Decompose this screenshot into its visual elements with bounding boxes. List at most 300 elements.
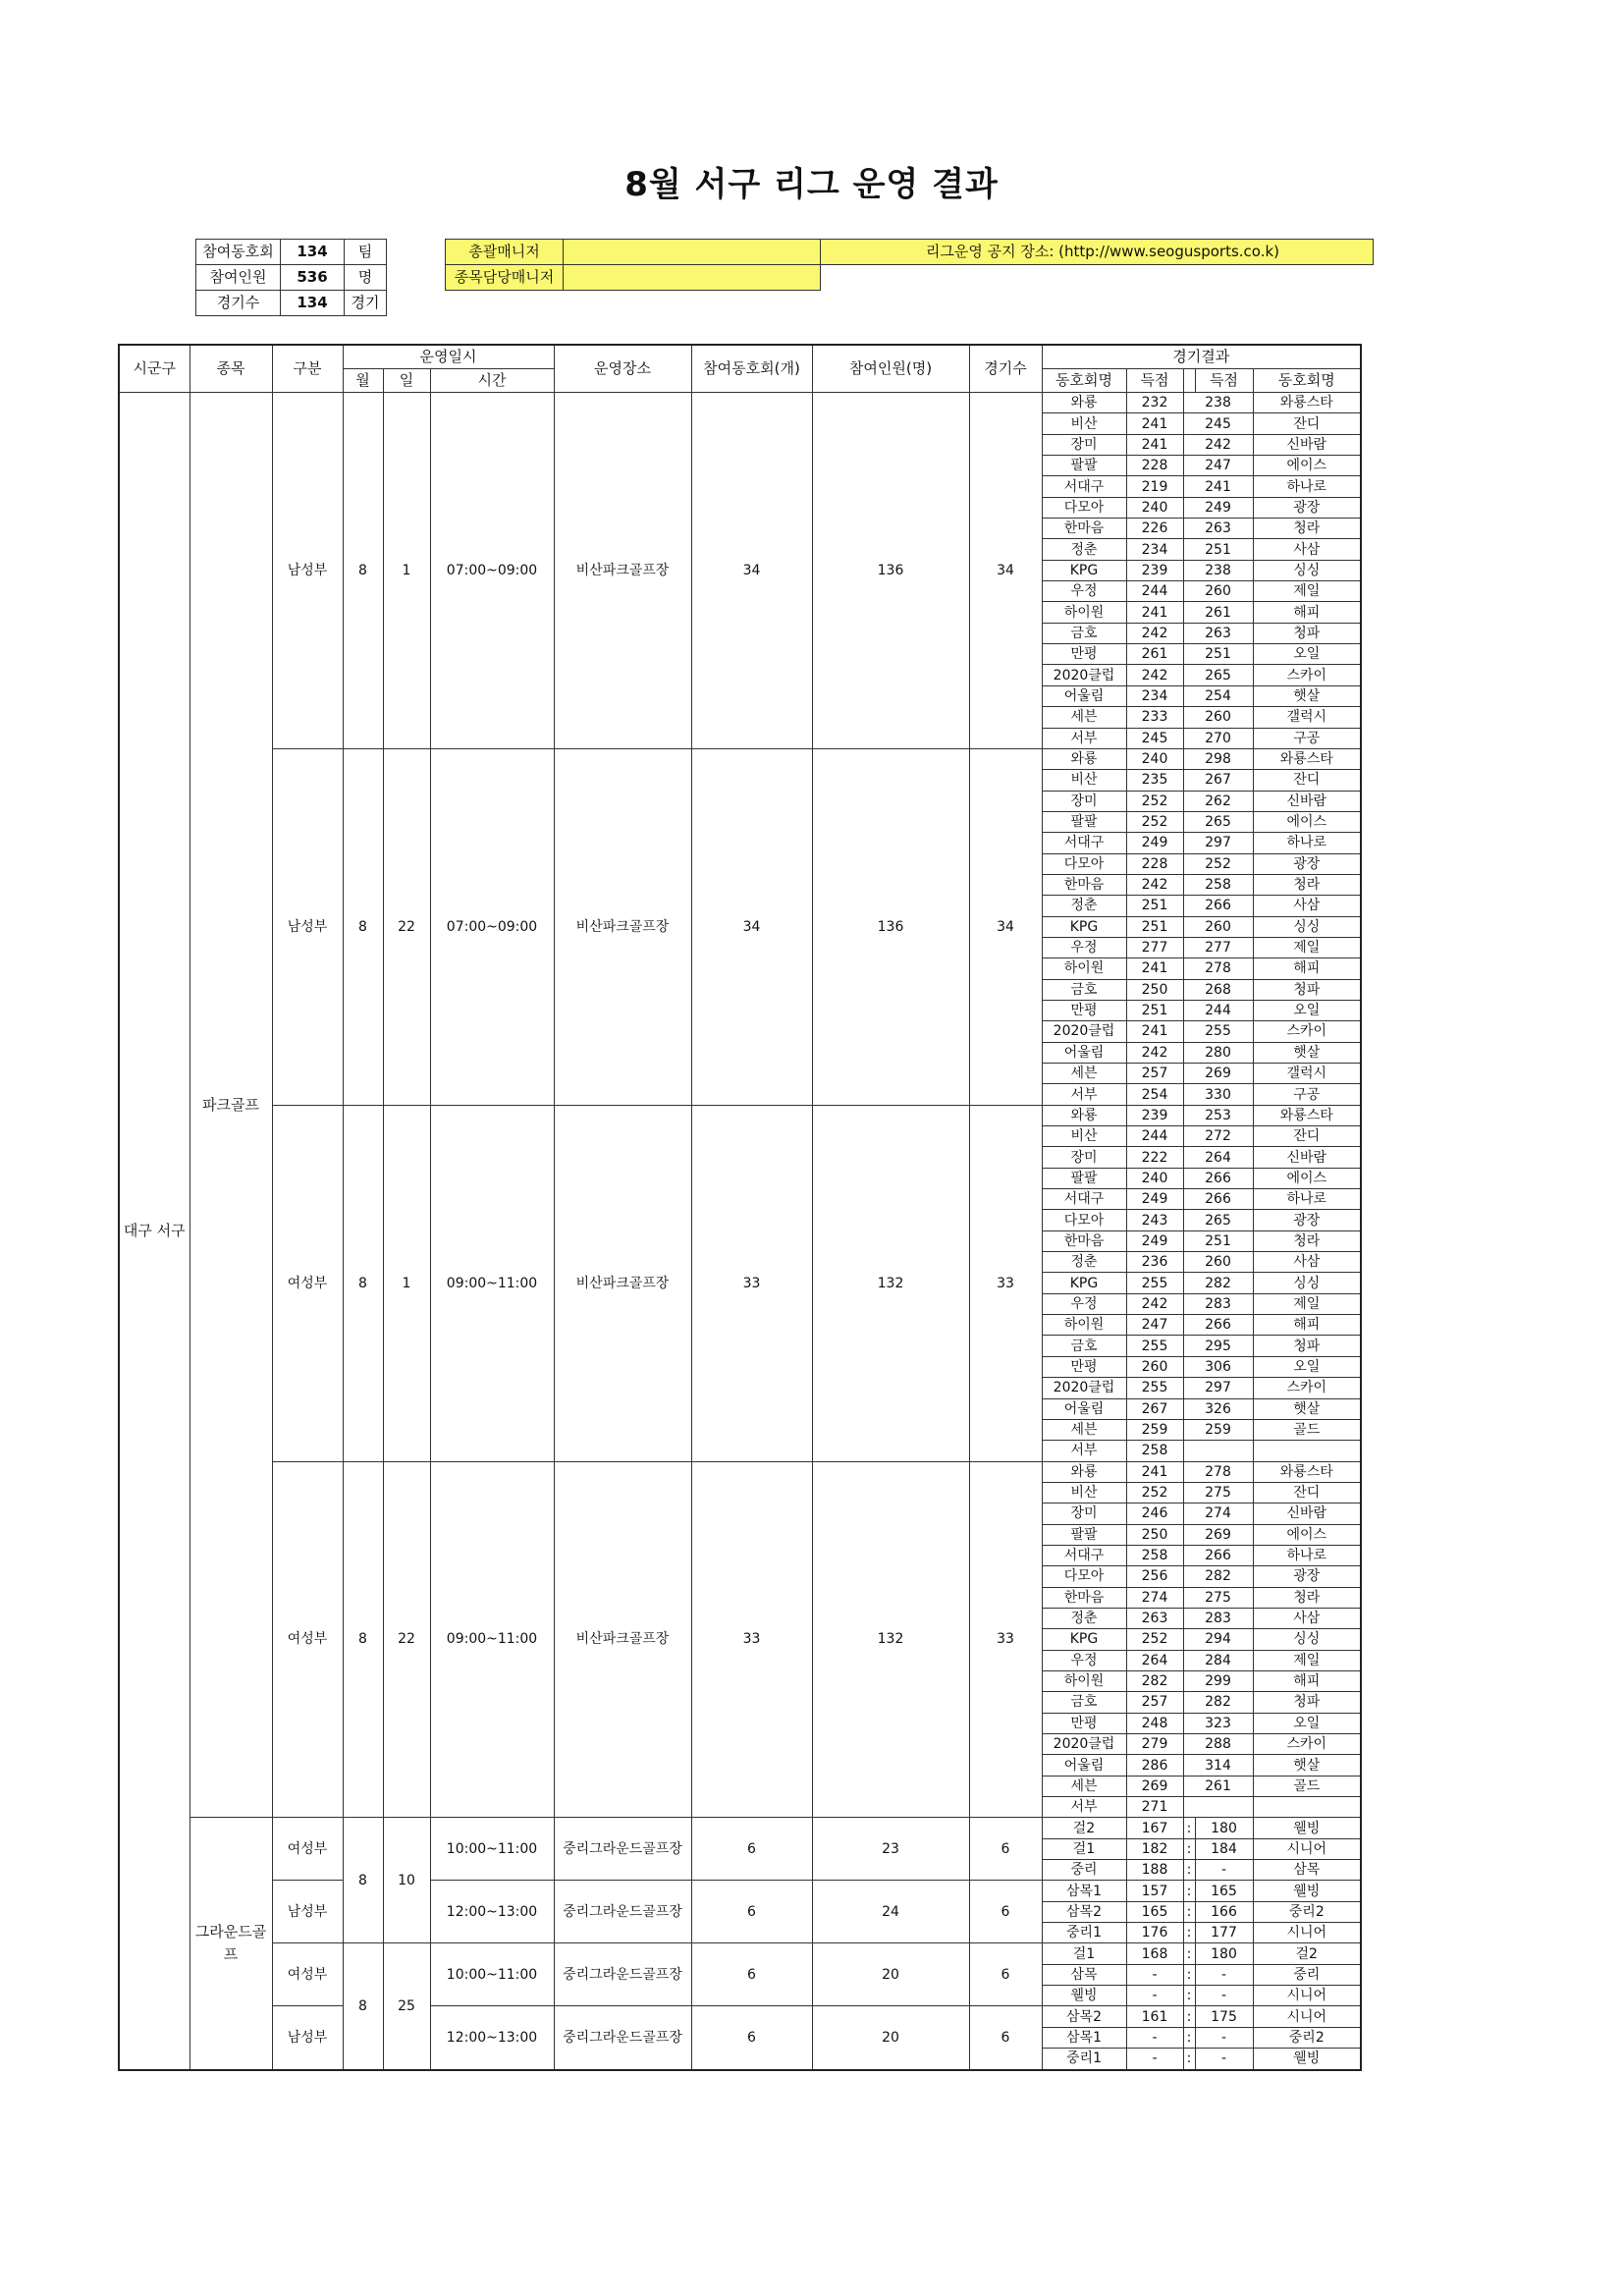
result-row — [119, 1881, 1361, 1901]
score-cell: 241 — [1126, 958, 1183, 979]
club-name-cell: 비산 — [1042, 413, 1126, 434]
score-cell: - — [1126, 2049, 1183, 2070]
sport-cell: 그라운드골프 — [189, 1818, 272, 2070]
score-cell: 264 — [1183, 1147, 1253, 1168]
score-cell: 253 — [1183, 1105, 1253, 1125]
club-name-cell: 오일 — [1253, 1000, 1361, 1020]
club-name-cell — [1253, 1797, 1361, 1818]
people-cell: 136 — [812, 748, 969, 1105]
score-cell: - — [1126, 2027, 1183, 2048]
score-cell: 267 — [1183, 770, 1253, 791]
score-cell: 294 — [1183, 1629, 1253, 1650]
club-name-cell: 웰빙 — [1253, 2049, 1361, 2070]
club-name-cell: 서부 — [1042, 1441, 1126, 1461]
score-cell: 269 — [1183, 1524, 1253, 1545]
day-cell: 1 — [383, 1105, 430, 1461]
club-name-cell: KPG — [1042, 1629, 1126, 1650]
club-name-cell: 청라 — [1253, 519, 1361, 539]
score-cell: 271 — [1126, 1797, 1183, 1818]
club-name-cell: 다모아 — [1042, 1566, 1126, 1587]
club-name-cell: 어울림 — [1042, 685, 1126, 706]
score-cell: 288 — [1183, 1734, 1253, 1755]
club-name-cell: 골드 — [1253, 1776, 1361, 1796]
score-cell: 323 — [1183, 1713, 1253, 1733]
time-cell: 09:00~11:00 — [430, 1105, 554, 1461]
club-name-cell: 비산 — [1042, 1126, 1126, 1147]
club-name-cell: 2020클럽 — [1042, 1734, 1126, 1755]
people-cell: 132 — [812, 1105, 969, 1461]
score-cell: 247 — [1183, 456, 1253, 476]
notice-location: 리그운영 공지 장소: (http://www.seogusports.co.k) — [821, 240, 1374, 265]
score-cell: 250 — [1126, 1524, 1183, 1545]
score-cell: 246 — [1126, 1503, 1183, 1524]
score-cell: 249 — [1126, 1230, 1183, 1251]
score-cell: 277 — [1183, 937, 1253, 957]
clubs-cell: 34 — [691, 748, 812, 1105]
club-name-cell: 싱싱 — [1253, 560, 1361, 580]
score-cell: 260 — [1126, 1356, 1183, 1377]
people-cell: 24 — [812, 1881, 969, 1943]
venue-cell: 중리그라운드골프장 — [554, 1818, 691, 1881]
score-cell: 251 — [1183, 644, 1253, 665]
score-cell: 282 — [1183, 1566, 1253, 1587]
month-cell: 8 — [343, 1818, 383, 1943]
club-name-cell: 중리2 — [1253, 2027, 1361, 2048]
score-cell: 168 — [1126, 1943, 1183, 1964]
score-cell: 188 — [1126, 1860, 1183, 1881]
division-cell: 여성부 — [272, 1943, 343, 2006]
score-cell: 167 — [1126, 1818, 1183, 1838]
time-cell: 12:00~13:00 — [430, 2006, 554, 2070]
colon-cell: : — [1183, 1838, 1195, 1859]
score-cell: 261 — [1126, 644, 1183, 665]
score-cell: 268 — [1183, 979, 1253, 1000]
score-cell: 284 — [1183, 1650, 1253, 1670]
score-cell: 314 — [1183, 1755, 1253, 1776]
division-cell: 여성부 — [272, 1461, 343, 1818]
header-schedule: 운영일시 — [343, 345, 554, 369]
venue-cell: 비산파크골프장 — [554, 748, 691, 1105]
time-cell: 12:00~13:00 — [430, 1881, 554, 1943]
club-name-cell: 한마음 — [1042, 874, 1126, 895]
club-name-cell: 광장 — [1253, 497, 1361, 518]
score-cell: 258 — [1126, 1545, 1183, 1565]
header-region: 시군구 — [119, 345, 189, 393]
club-name-cell: 팔팔 — [1042, 456, 1126, 476]
club-name-cell: 싱싱 — [1253, 1629, 1361, 1650]
day-cell: 22 — [383, 1461, 430, 1818]
club-name-cell: 신바람 — [1253, 1503, 1361, 1524]
club-name-cell: 삼목1 — [1042, 2027, 1126, 2048]
month-cell: 8 — [343, 1461, 383, 1818]
score-cell: 270 — [1183, 728, 1253, 748]
score-cell: 238 — [1183, 393, 1253, 413]
score-cell: 252 — [1126, 1482, 1183, 1503]
games-cell: 6 — [969, 1943, 1042, 2006]
score-cell: 255 — [1126, 1336, 1183, 1356]
colon-cell: : — [1183, 2027, 1195, 2048]
club-name-cell: 시니어 — [1253, 1986, 1361, 2006]
club-name-cell: 와룡스타 — [1253, 1461, 1361, 1482]
club-name-cell: 서대구 — [1042, 833, 1126, 853]
header-day: 일 — [383, 369, 430, 393]
club-name-cell: 걸2 — [1253, 1943, 1361, 1964]
club-name-cell: 다모아 — [1042, 497, 1126, 518]
page-title: 8월 서구 리그 운영 결과 — [624, 165, 999, 204]
club-name-cell: 청파 — [1253, 623, 1361, 643]
club-name-cell: 에이스 — [1253, 1524, 1361, 1545]
people-cell: 20 — [812, 2006, 969, 2070]
score-cell: 282 — [1126, 1670, 1183, 1691]
score-cell: 259 — [1126, 1419, 1183, 1440]
score-cell: 239 — [1126, 560, 1183, 580]
score-cell: 242 — [1126, 665, 1183, 685]
time-cell: 07:00~09:00 — [430, 393, 554, 749]
score-cell: 282 — [1183, 1692, 1253, 1713]
score-cell: 263 — [1126, 1608, 1183, 1628]
manager-table — [445, 239, 1374, 291]
score-cell: 252 — [1126, 811, 1183, 832]
colon-cell: : — [1183, 2006, 1195, 2027]
score-cell: 249 — [1126, 833, 1183, 853]
club-name-cell: 중리1 — [1042, 1923, 1126, 1943]
score-cell: 326 — [1183, 1398, 1253, 1419]
colon-cell: : — [1183, 1860, 1195, 1881]
score-cell: 272 — [1183, 1126, 1253, 1147]
club-name-cell: 세븐 — [1042, 707, 1126, 728]
score-cell: - — [1195, 1964, 1253, 1985]
club-name-cell: 싱싱 — [1253, 1273, 1361, 1293]
club-name-cell: 금호 — [1042, 1692, 1126, 1713]
summary-value: 134 — [281, 240, 345, 265]
score-cell: 255 — [1126, 1273, 1183, 1293]
score-cell: 235 — [1126, 770, 1183, 791]
score-cell: 180 — [1195, 1818, 1253, 1838]
club-name-cell: 해피 — [1253, 1670, 1361, 1691]
club-name-cell: 우정 — [1042, 1650, 1126, 1670]
colon-cell: : — [1183, 1901, 1195, 1922]
club-name-cell: 장미 — [1042, 1147, 1126, 1168]
club-name-cell: 제일 — [1253, 581, 1361, 602]
score-cell: 269 — [1183, 1064, 1253, 1084]
score-cell: 259 — [1183, 1419, 1253, 1440]
results-table — [118, 344, 1362, 2071]
score-cell — [1183, 1441, 1253, 1461]
colon-cell: : — [1183, 1986, 1195, 2006]
score-cell: 255 — [1126, 1378, 1183, 1398]
club-name-cell: 정춘 — [1042, 1608, 1126, 1628]
games-cell: 6 — [969, 1881, 1042, 1943]
games-cell: 34 — [969, 748, 1042, 1105]
summary-value: 536 — [281, 265, 345, 291]
score-cell: 233 — [1126, 707, 1183, 728]
division-cell: 남성부 — [272, 1881, 343, 1943]
score-cell: 261 — [1183, 602, 1253, 623]
result-row — [119, 1818, 1361, 1838]
club-name-cell: 만평 — [1042, 644, 1126, 665]
result-row — [119, 1461, 1361, 1482]
score-cell: 245 — [1183, 413, 1253, 434]
club-name-cell: 금호 — [1042, 979, 1126, 1000]
score-cell: 236 — [1126, 1252, 1183, 1273]
summary-label: 경기수 — [196, 291, 281, 316]
club-name-cell: 스카이 — [1253, 1378, 1361, 1398]
result-row — [119, 1943, 1361, 1964]
division-cell: 여성부 — [272, 1105, 343, 1461]
club-name-cell: 우정 — [1042, 1293, 1126, 1314]
club-name-cell: 하이원 — [1042, 1315, 1126, 1336]
score-cell: 234 — [1126, 539, 1183, 560]
club-name-cell: 청파 — [1253, 1692, 1361, 1713]
club-name-cell: 제일 — [1253, 1650, 1361, 1670]
score-cell: 283 — [1183, 1293, 1253, 1314]
score-cell: 282 — [1183, 1273, 1253, 1293]
club-name-cell: 스카이 — [1253, 1021, 1361, 1042]
club-name-cell: 청라 — [1253, 1230, 1361, 1251]
club-name-cell: KPG — [1042, 560, 1126, 580]
result-row — [119, 748, 1361, 769]
score-cell: 260 — [1183, 1252, 1253, 1273]
club-name-cell: 우정 — [1042, 581, 1126, 602]
club-name-cell: 정춘 — [1042, 539, 1126, 560]
club-name-cell: 잔디 — [1253, 770, 1361, 791]
venue-cell: 중리그라운드골프장 — [554, 1943, 691, 2006]
club-name-cell: 2020클럽 — [1042, 1378, 1126, 1398]
score-cell: 157 — [1126, 1881, 1183, 1901]
club-name-cell: 만평 — [1042, 1000, 1126, 1020]
club-name-cell: 서부 — [1042, 1797, 1126, 1818]
score-cell: 257 — [1126, 1692, 1183, 1713]
club-name-cell: 와룡스타 — [1253, 748, 1361, 769]
club-name-cell: 웰빙 — [1253, 1818, 1361, 1838]
division-cell: 남성부 — [272, 393, 343, 749]
score-cell: 239 — [1126, 1105, 1183, 1125]
club-name-cell: 갤럭시 — [1253, 707, 1361, 728]
header-sport: 종목 — [189, 345, 272, 393]
score-cell: 228 — [1126, 853, 1183, 874]
score-cell: 278 — [1183, 1461, 1253, 1482]
score-cell: 298 — [1183, 748, 1253, 769]
club-name-cell: 와룡 — [1042, 1461, 1126, 1482]
score-cell: 255 — [1183, 1021, 1253, 1042]
score-cell: 241 — [1126, 602, 1183, 623]
games-cell: 34 — [969, 393, 1042, 749]
score-cell: 232 — [1126, 393, 1183, 413]
club-name-cell: 싱싱 — [1253, 916, 1361, 937]
club-name-cell: 중리 — [1253, 1964, 1361, 1985]
club-name-cell: 하이원 — [1042, 602, 1126, 623]
games-cell: 6 — [969, 1818, 1042, 1881]
club-name-cell: 햇살 — [1253, 1042, 1361, 1063]
score-cell: 262 — [1183, 791, 1253, 811]
club-name-cell: 금호 — [1042, 623, 1126, 643]
club-name-cell: 서부 — [1042, 1084, 1126, 1105]
club-name-cell: 와룡 — [1042, 393, 1126, 413]
summary-unit: 경기 — [345, 291, 387, 316]
club-name-cell: 햇살 — [1253, 685, 1361, 706]
club-name-cell: 해피 — [1253, 958, 1361, 979]
time-cell: 10:00~11:00 — [430, 1818, 554, 1881]
header-colon — [1183, 369, 1195, 393]
score-cell: 265 — [1183, 1210, 1253, 1230]
region-cell: 대구 서구 — [119, 393, 189, 2070]
club-name-cell: 팔팔 — [1042, 1168, 1126, 1188]
score-cell: 244 — [1183, 1000, 1253, 1020]
score-cell: 279 — [1126, 1734, 1183, 1755]
club-name-cell: 삼목 — [1253, 1860, 1361, 1881]
score-cell: 263 — [1183, 623, 1253, 643]
score-cell: 240 — [1126, 1168, 1183, 1188]
clubs-cell: 6 — [691, 1881, 812, 1943]
club-name-cell: 청라 — [1253, 1587, 1361, 1608]
summary-table — [195, 239, 387, 316]
day-cell: 1 — [383, 393, 430, 749]
score-cell: 184 — [1195, 1838, 1253, 1859]
score-cell: 252 — [1183, 853, 1253, 874]
score-cell: 286 — [1126, 1755, 1183, 1776]
club-name-cell: 금호 — [1042, 1336, 1126, 1356]
club-name-cell: 세븐 — [1042, 1419, 1126, 1440]
people-cell: 23 — [812, 1818, 969, 1881]
score-cell: - — [1195, 2049, 1253, 2070]
club-name-cell: 팔팔 — [1042, 811, 1126, 832]
club-name-cell: 사삼 — [1253, 539, 1361, 560]
score-cell: 242 — [1126, 874, 1183, 895]
score-cell: 330 — [1183, 1084, 1253, 1105]
venue-cell: 비산파크골프장 — [554, 1461, 691, 1818]
general-manager-label: 총괄매니저 — [446, 240, 564, 265]
division-cell: 남성부 — [272, 748, 343, 1105]
games-cell: 33 — [969, 1461, 1042, 1818]
time-cell: 10:00~11:00 — [430, 1943, 554, 2006]
club-name-cell: 에이스 — [1253, 811, 1361, 832]
club-name-cell: 하나로 — [1253, 476, 1361, 497]
score-cell: 269 — [1126, 1776, 1183, 1796]
score-cell: 251 — [1183, 1230, 1253, 1251]
club-name-cell: 사삼 — [1253, 1608, 1361, 1628]
score-cell: 261 — [1183, 1776, 1253, 1796]
score-cell: 274 — [1126, 1587, 1183, 1608]
score-cell: 182 — [1126, 1838, 1183, 1859]
score-cell: 165 — [1126, 1901, 1183, 1922]
club-name-cell: 광장 — [1253, 853, 1361, 874]
score-cell: 266 — [1183, 1168, 1253, 1188]
club-name-cell: 중리2 — [1253, 1901, 1361, 1922]
club-name-cell: 잔디 — [1253, 1482, 1361, 1503]
score-cell: 176 — [1126, 1923, 1183, 1943]
score-cell: 241 — [1126, 1021, 1183, 1042]
score-cell: 234 — [1126, 685, 1183, 706]
header-games: 경기수 — [969, 345, 1042, 393]
day-cell: 25 — [383, 1943, 430, 2070]
score-cell: 177 — [1195, 1923, 1253, 1943]
score-cell: 266 — [1183, 1545, 1253, 1565]
score-cell: 264 — [1126, 1650, 1183, 1670]
club-name-cell: 다모아 — [1042, 853, 1126, 874]
club-name-cell: 와룡스타 — [1253, 393, 1361, 413]
score-cell: 260 — [1183, 581, 1253, 602]
venue-cell: 비산파크골프장 — [554, 1105, 691, 1461]
club-name-cell: 시니어 — [1253, 2006, 1361, 2027]
summary-label: 참여인원 — [196, 265, 281, 291]
club-name-cell: 시니어 — [1253, 1838, 1361, 1859]
score-cell: 278 — [1183, 958, 1253, 979]
club-name-cell: 골드 — [1253, 1419, 1361, 1440]
score-cell: 275 — [1183, 1587, 1253, 1608]
score-cell: 175 — [1195, 2006, 1253, 2027]
club-name-cell: 제일 — [1253, 1293, 1361, 1314]
score-cell: 258 — [1183, 874, 1253, 895]
club-name-cell: 햇살 — [1253, 1398, 1361, 1419]
score-cell: 267 — [1126, 1398, 1183, 1419]
club-name-cell: 삼목 — [1042, 1964, 1126, 1985]
clubs-cell: 34 — [691, 393, 812, 749]
games-cell: 33 — [969, 1105, 1042, 1461]
club-name-cell: 해피 — [1253, 602, 1361, 623]
score-cell: 242 — [1126, 1293, 1183, 1314]
club-name-cell: 삼목1 — [1042, 1881, 1126, 1901]
colon-cell: : — [1183, 2049, 1195, 2070]
score-cell: 280 — [1183, 1042, 1253, 1063]
score-cell: - — [1126, 1986, 1183, 2006]
score-cell: 260 — [1183, 916, 1253, 937]
club-name-cell: 어울림 — [1042, 1042, 1126, 1063]
games-cell: 6 — [969, 2006, 1042, 2070]
club-name-cell: 와룡스타 — [1253, 1105, 1361, 1125]
summary-unit: 팀 — [345, 240, 387, 265]
score-cell: 266 — [1183, 1315, 1253, 1336]
club-name-cell: 에이스 — [1253, 1168, 1361, 1188]
score-cell: 251 — [1183, 539, 1253, 560]
club-name-cell: 한마음 — [1042, 1587, 1126, 1608]
score-cell: 297 — [1183, 833, 1253, 853]
header-club-name: 동호회명 — [1253, 369, 1361, 393]
score-cell: 295 — [1183, 1336, 1253, 1356]
clubs-cell: 6 — [691, 2006, 812, 2070]
club-name-cell: 서대구 — [1042, 1545, 1126, 1565]
score-cell: 228 — [1126, 456, 1183, 476]
club-name-cell: 오일 — [1253, 644, 1361, 665]
month-cell: 8 — [343, 1943, 383, 2070]
club-name-cell: 하이원 — [1042, 1670, 1126, 1691]
clubs-cell: 33 — [691, 1105, 812, 1461]
summary-value: 134 — [281, 291, 345, 316]
result-row — [119, 1105, 1361, 1125]
score-cell: 283 — [1183, 1608, 1253, 1628]
club-name-cell: 잔디 — [1253, 1126, 1361, 1147]
club-name-cell: 사삼 — [1253, 1252, 1361, 1273]
score-cell: 247 — [1126, 1315, 1183, 1336]
sport-cell: 파크골프 — [189, 393, 272, 1818]
club-name-cell: 스카이 — [1253, 1734, 1361, 1755]
club-name-cell: 갤럭시 — [1253, 1064, 1361, 1084]
result-row — [119, 393, 1361, 413]
score-cell: 299 — [1183, 1670, 1253, 1691]
club-name-cell: 장미 — [1042, 1503, 1126, 1524]
score-cell: 226 — [1126, 519, 1183, 539]
club-name-cell: 어울림 — [1042, 1755, 1126, 1776]
score-cell: - — [1126, 1964, 1183, 1985]
club-name-cell: 걸1 — [1042, 1838, 1126, 1859]
score-cell: 238 — [1183, 560, 1253, 580]
score-cell: 249 — [1126, 1189, 1183, 1210]
club-name-cell: 하나로 — [1253, 833, 1361, 853]
header-month: 월 — [343, 369, 383, 393]
club-name-cell: KPG — [1042, 916, 1126, 937]
club-name-cell: 비산 — [1042, 1482, 1126, 1503]
score-cell: 249 — [1183, 497, 1253, 518]
club-name-cell: 서부 — [1042, 728, 1126, 748]
